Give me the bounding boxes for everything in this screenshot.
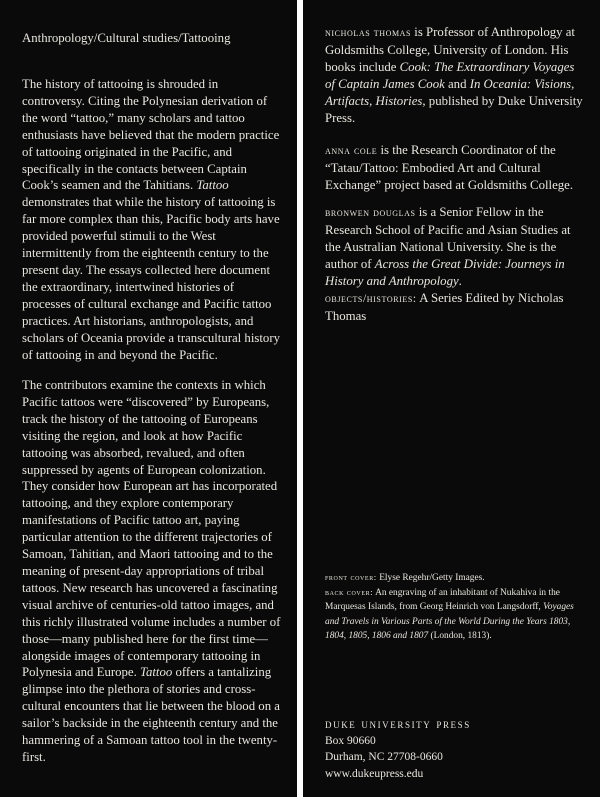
right-cover-flap bbox=[303, 0, 600, 797]
publisher-name: duke university press bbox=[325, 716, 471, 731]
credit-label: front cover: bbox=[325, 572, 377, 582]
credit-label: back cover: bbox=[325, 587, 374, 598]
book-title: Voyages and Travels in Various Parts of the World During the Years 1803, 1804, 1805, 1806 and 1807 bbox=[325, 602, 574, 641]
subject-categories: Anthropology/Cultural studies/Tattooing bbox=[22, 31, 231, 45]
left-cover-flap bbox=[0, 0, 297, 797]
credit-text: Elyse Regehr/Getty Images. bbox=[376, 573, 485, 583]
publisher-box: Box 90660 bbox=[325, 734, 376, 747]
bio-text: is Professor of Anthropology at Goldsmiths College, University of London. His books include bbox=[325, 25, 575, 74]
publisher-website: www.dukeupress.edu bbox=[325, 767, 424, 780]
back-cover-credit bbox=[325, 585, 585, 643]
bio-anna-cole bbox=[325, 142, 585, 194]
book-title: Cook: The Extraordinary Voyages of Captain James Cook bbox=[325, 59, 575, 91]
bio-bronwen-douglas bbox=[325, 204, 585, 290]
book-title: Tattoo bbox=[140, 665, 173, 680]
credit-text: An engraving of an inhabitant of Nukahiva in the Marquesas Islands, from Georg Heinrich von Langsdorff, bbox=[325, 588, 560, 613]
paragraph-text: demonstrates that while the history of tattooing is far more complex than this, Pacific body arts have provided powerful stimuli to the West intermittently from the eighteenth century to the present day. The essays collected here document the extraordinary, intertwined histories of processes of cultural exchange and Pacific tattoo practices. Art historians, anthropologists, and scholars of Oceania provide a transcultural history of tattooing in and beyond the Pacific. bbox=[22, 195, 280, 362]
author-name: bronwen douglas bbox=[325, 207, 416, 219]
bio-text: is a Senior Fellow in the Research School of Pacific and Asian Studies at the Australian National University. She is the author of bbox=[325, 205, 571, 271]
bio-text: is the Research Coordinator of the “Tatau/Tattoo: Embodied Art and Cultural Exchange” project based at Goldsmiths College. bbox=[325, 143, 574, 192]
author-name: anna cole bbox=[325, 145, 378, 157]
bio-text: and bbox=[444, 76, 470, 91]
bio-nicholas-thomas bbox=[325, 24, 585, 126]
series-label: objects/histories: bbox=[325, 293, 417, 305]
description-paragraph-1 bbox=[22, 76, 284, 363]
bio-text: . bbox=[458, 273, 462, 288]
book-title: Across the Great Divide: Journeys in History and Anthropology bbox=[325, 256, 565, 288]
paragraph-text: offers a tantalizing glimpse into the plethora of stories and cross-cultural encounters that lie between the blood on a sailor’s backside in the eighteenth century and the hammering of a Samoan tattoo tool in the twenty-first. bbox=[22, 665, 280, 764]
series-note bbox=[325, 290, 585, 325]
book-title: Tattoo bbox=[196, 178, 229, 193]
publisher-city: Durham, NC 27708-0660 bbox=[325, 751, 443, 763]
cover-credits bbox=[325, 570, 585, 643]
publisher-info bbox=[325, 716, 585, 782]
book-title: In Oceania: Visions, Artifacts, Histories bbox=[325, 76, 575, 108]
paragraph-text: The history of tattooing is shrouded in controversy. Citing the Polynesian derivation of the word “tattoo,” many scholars and tattoo enthusiasts have believed that the modern practice of tattooing originated in the Pacific, and specifically in the contacts between Captain Cook’s seamen and the Tahitians. bbox=[22, 77, 280, 193]
credit-text: (London, 1813). bbox=[428, 630, 492, 641]
description-paragraph-2 bbox=[22, 377, 284, 766]
paragraph-text: The contributors examine the contexts in which Pacific tattoos were “discovered” by Europeans, track the history of the tattooing of Europeans visiting the region, and look at how Pacific tattooing was absorbed, revalued, and often suppressed by agents of European colonization. They consider how European art has incorporated tattooing, and they explore contemporary manifestations of Pacific tattoo art, paying particular attention to the different trajectories of Samoan, Tahitian, and Maori tattooing and to the meaning of present-day appropriations of tribal tattoos. New research has uncovered a fascinating visual archive of centuries-old tattoo images, and this richly illustrated volume includes a number of those—many published here for the first time—alongside images of contemporary tattooing in Polynesia and Europe. bbox=[22, 378, 281, 680]
series-text: A Series Edited by Nicholas Thomas bbox=[325, 291, 564, 323]
author-name: nicholas thomas bbox=[325, 27, 412, 39]
bio-text: , published by Duke University Press. bbox=[325, 93, 583, 125]
front-cover-credit bbox=[325, 570, 585, 585]
